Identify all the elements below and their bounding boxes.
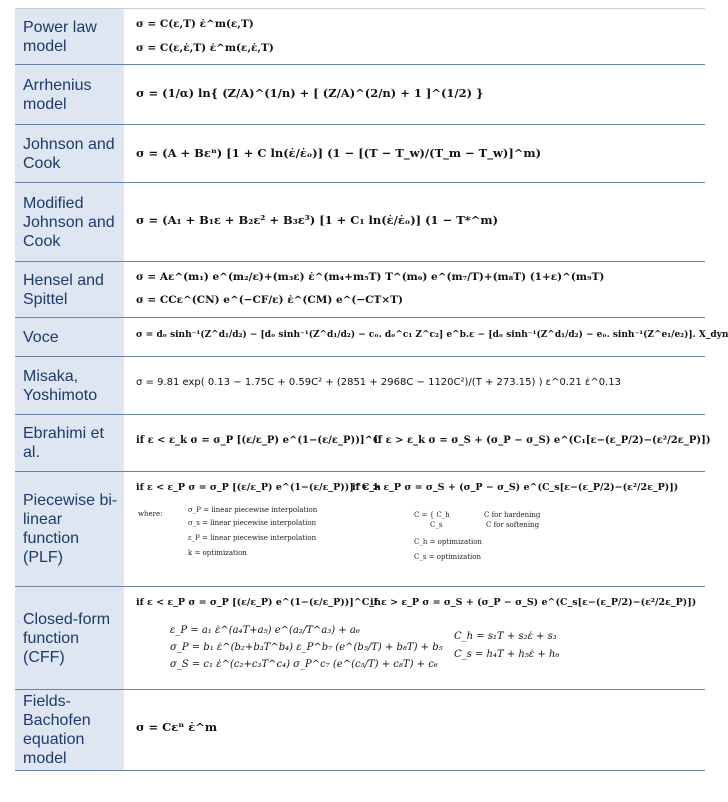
- table-row: [15, 318, 728, 357]
- model-name: Power law model: [15, 9, 123, 64]
- sub-equation: σ_S = c₁ ε̇^(c₂+c₃T^c₄) σ_P^c₇ (e^(c₅/T) + c₈T) + c₆: [170, 659, 438, 670]
- model-name: Johnson and Cook: [15, 125, 123, 182]
- equation: σ = 9.81 exp( 0.13 − 1.75C + 0.59C² + (2851 + 2968C − 1120C²)/(T + 273.15) ) ε^0.21 ε̇^0.13: [136, 377, 621, 388]
- optimization-note: C_h = optimization: [414, 538, 482, 546]
- note: σ_P = linear piecewise interpolation: [188, 506, 318, 514]
- equation: σ = Aε^(m₁) e^(m₂/ε)+(m₃ε) ε̇^(m₄+m₅T) T^(m₆) e^(m₇/T)+(m₈T) (1+ε)^(m₉T): [136, 271, 605, 283]
- model-name: Hensel and Spittel: [15, 262, 123, 317]
- where-label: where:: [138, 510, 163, 518]
- formula-cell: [123, 318, 728, 356]
- c-definition: C for hardening: [484, 511, 541, 519]
- formula-cell: [123, 262, 705, 317]
- equation: σ = C(ε,ε̇,T) ε̇^m(ε,ε̇,T): [136, 42, 274, 54]
- formula-cell: [123, 65, 705, 124]
- equation: if ε > ε_P σ = σ_S + (σ_P − σ_S) e^(C_s[ε−(ε_P/2)−(ε²/2ε_P)]): [352, 482, 679, 493]
- c-definition: C for softening: [486, 521, 540, 529]
- formula-cell: [123, 125, 705, 182]
- table-row: [15, 587, 705, 690]
- sub-equation: C_s = h₄T + h₅ε̇ + h₆: [454, 649, 560, 660]
- table-row: [15, 183, 705, 262]
- table-row: [15, 690, 705, 771]
- equation: σ = (A₁ + B₁ε + B₂ε² + B₃ε³) [1 + C₁ ln(ε̇/ε̇ₒ)] (1 − T*^m): [136, 213, 499, 227]
- optimization-note: C_s = optimization: [414, 553, 482, 561]
- c-definition: C = { C_h: [414, 511, 450, 519]
- formula-cell: [123, 183, 705, 261]
- model-name: Arrhenius model: [15, 65, 123, 124]
- equation: if ε > ε_k σ = σ_S + (σ_P − σ_S) e^(C₁[ε−(ε_P/2)−(ε²/2ε_P)]): [374, 435, 711, 446]
- model-name: Ebrahimi et al.: [15, 415, 123, 471]
- equation: σ = C(ε,T) ε̇^m(ε,T): [136, 18, 254, 30]
- table-row: [15, 9, 705, 65]
- equation: σ = Cεⁿ ε̇^m: [136, 720, 218, 734]
- model-name: Misaka, Yoshimoto: [15, 357, 123, 414]
- formula-cell: [123, 690, 705, 770]
- note: k = optimization: [188, 549, 247, 557]
- equation: σ = CCε^(CN) e^(−CF/ε) ε̇^(CM) e^(−CT×T): [136, 294, 403, 306]
- model-name: Fields-Bachofen equation model: [15, 690, 123, 770]
- table-row: [15, 415, 711, 472]
- note: ε_P = linear piecewise interpolation: [188, 534, 317, 542]
- equation: if ε < ε_P σ = σ_P [(ε/ε_P) e^(1−(ε/ε_P))]^C_h: [136, 482, 381, 493]
- note: σ_s = linear piecewise interpolation: [188, 519, 317, 527]
- table-row: [15, 65, 705, 125]
- formula-cell: [123, 415, 711, 471]
- sub-equation: C_h = s₁T + s₂ε̇ + s₃: [454, 631, 557, 642]
- model-name: Piecewise bi-linear function (PLF): [15, 472, 123, 586]
- table-row: [15, 472, 705, 587]
- constitutive-models-table: [15, 8, 728, 771]
- equation: σ = dₒ sinh⁻¹(Z^d₁/d₂) − [dₒ sinh⁻¹(Z^d₁/d₂) − cₒ. dₒ^c₁ Z^c₂] e^b.ε − [dₒ sinh⁻¹(Z^d₁/d₂) − eₒ. sinh⁻¹(Z^e₁/e₂)]. X_dyn: [136, 330, 728, 340]
- equation: σ = (1/α) ln{ (Z/A)^(1/n) + [ (Z/A)^(2/n) + 1 ]^(1/2) }: [136, 86, 484, 100]
- equation: σ = (A + Bεⁿ) [1 + C ln(ε̇/ε̇ₒ)] (1 − [(T − T_w)/(T_m − T_w)]^m): [136, 146, 542, 160]
- sub-equation: σ_P = b₁ ε̇^(b₂+b₃T^b₄) ε_P^b₇ (e^(b₅/T) + b₈T) + b₅: [170, 642, 443, 653]
- equation: if ε < ε_k σ = σ_P [(ε/ε_P) e^(1−(ε/ε_P))]^C: [136, 435, 381, 446]
- formula-cell: [123, 472, 705, 586]
- c-definition: C_s: [430, 521, 443, 529]
- equation: if ε < ε_P σ = σ_P [(ε/ε_P) e^(1−(ε/ε_P))]^C_h: [136, 597, 381, 608]
- sub-equation: ε_P = a₁ ε̇^(a₄T+a₅) e^(a₂/T^a₃) + a₆: [170, 625, 360, 636]
- model-name: Closed-form function (CFF): [15, 587, 123, 689]
- formula-cell: [123, 9, 705, 64]
- equation: if ε > ε_P σ = σ_S + (σ_P − σ_S) e^(C_s[ε−(ε_P/2)−(ε²/2ε_P)]): [370, 597, 697, 608]
- model-name: Voce: [15, 318, 123, 356]
- formula-cell: [123, 357, 705, 414]
- table-row: [15, 125, 705, 183]
- table-row: [15, 357, 705, 415]
- model-name: Modified Johnson and Cook: [15, 183, 123, 261]
- formula-cell: [123, 587, 705, 689]
- table-row: [15, 262, 705, 318]
